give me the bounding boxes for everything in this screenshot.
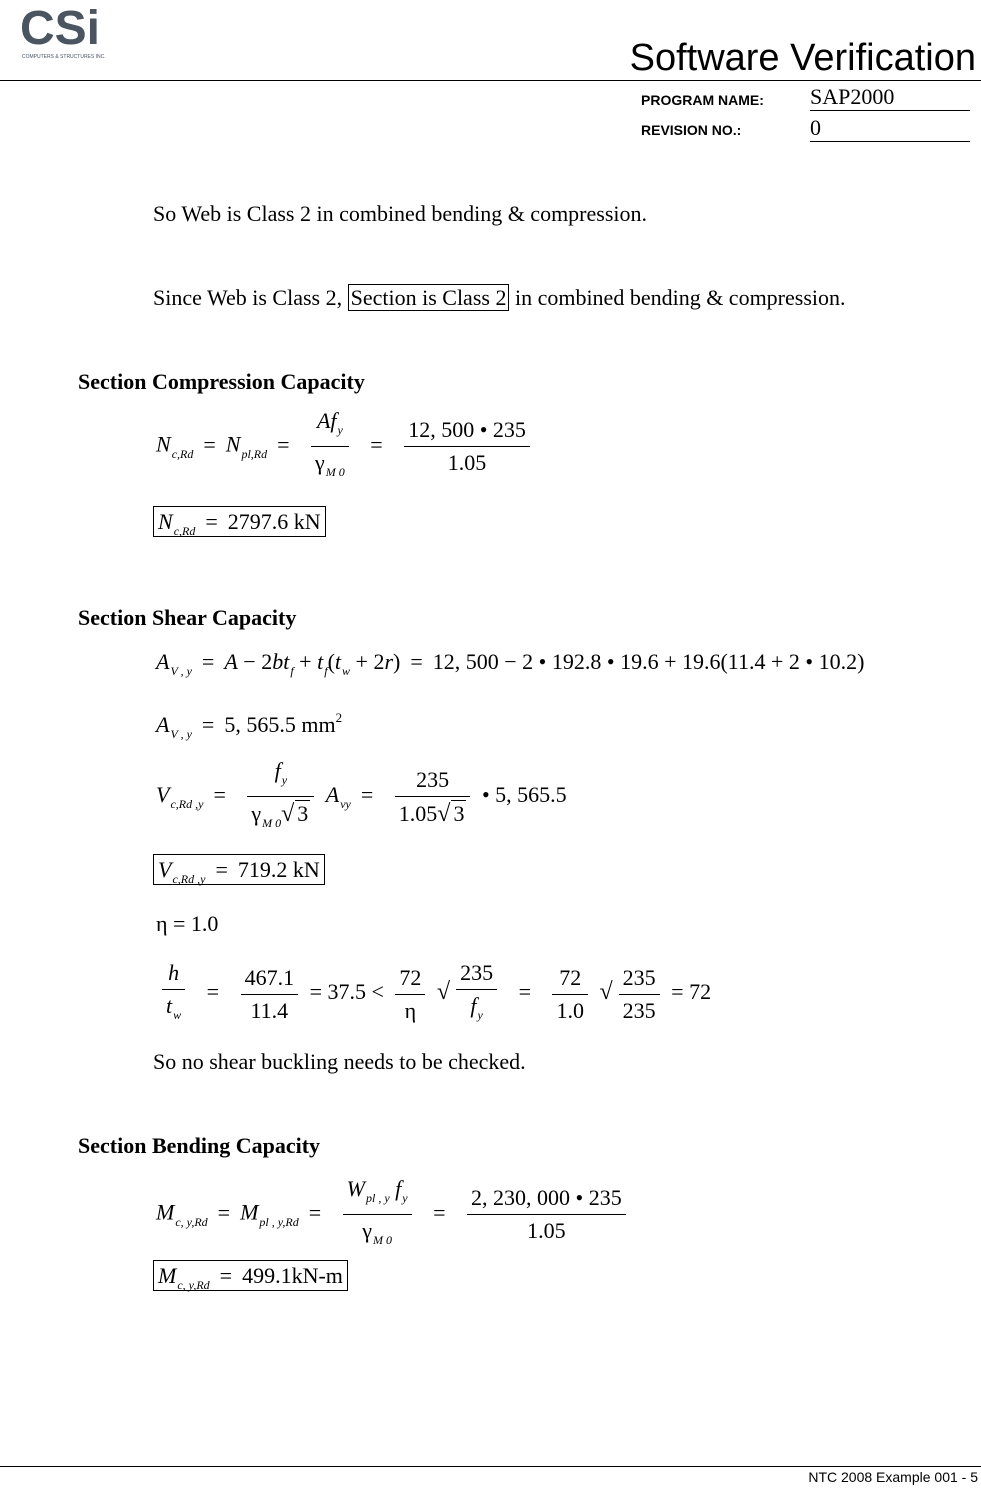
comp-denominator: 1.05 <box>447 450 487 475</box>
ht-num3: 235 <box>456 960 497 990</box>
compression-result: $N_{c,Rd} = 2797.6$ kN <box>153 508 326 545</box>
vrd-tail: • 5, 565.5 <box>481 782 567 808</box>
ht-num5: 235 <box>619 965 660 995</box>
page-footer: NTC 2008 Example 001 - 5 <box>808 1469 978 1485</box>
logo-subtext: COMPUTERS & STRUCTURES INC. <box>22 54 106 60</box>
compression-equation: $N_{c,Rd} = N_{pl,Rd}$ = $\frac{Af_y}{\gamma_{M 0}}$ = $\frac{12, 500 • 235}{1.05}$ <box>156 408 536 485</box>
slenderness-equation: $\frac{h}{t_w}$ = $\frac{467.1}{11.4}$ = 37.5 < $\frac{72}{\eta}$ √ $\frac{235}{f_y}$ = $\frac{72}{1.0}$ √ $\frac{235}{235}$ = 72 <box>156 960 711 1028</box>
shear-heading: Section Shear Capacity <box>78 605 297 630</box>
header-divider <box>0 80 981 81</box>
vrd-denominator: 1.05 <box>398 801 438 826</box>
ht-den5: 235 <box>622 997 656 1023</box>
shear-area-result: $A_{V , y} = 5$, 565.5 $mm^2$ <box>156 710 343 741</box>
shear-area-rhs: 12, 500 − 2 • 192.8 • 19.6 + 19.6(11.4 + 2 • 10.2) <box>432 649 865 674</box>
ht-den2: η <box>404 997 417 1023</box>
program-name-label: PROGRAM NAME: <box>641 92 764 108</box>
shear-area-value: 5, 565.5 mm <box>224 712 336 737</box>
section-class-boxed: Section is Class 2 <box>348 284 510 311</box>
footer-divider <box>0 1466 981 1467</box>
csi-logo <box>20 0 110 62</box>
ht-den1: 11.4 <box>250 997 289 1023</box>
shear-area-exponent: 2 <box>335 710 343 725</box>
bend-numerator: 2, 230, 000 • 235 <box>467 1185 626 1215</box>
comp-result-value: 2797.6 kN <box>227 509 321 534</box>
bend-denominator: 1.05 <box>527 1218 566 1243</box>
section-class-paragraph <box>153 284 846 312</box>
eta-equation: η = 1.0 <box>156 911 219 936</box>
vrd-denominator-root: 3 <box>453 801 465 826</box>
bending-result: $M_{c, y,Rd} = 499.1kN-m$ <box>153 1262 348 1299</box>
vrd-result-value: 719.2 kN <box>237 857 320 882</box>
shear-resistance-result: $V_{c,Rd ,y} = 719.2$ kN <box>153 856 325 893</box>
logo-text: CSi <box>20 2 101 55</box>
bend-result-value: 499.1kN-m <box>242 1263 343 1288</box>
revision-value: 0 <box>810 115 970 142</box>
compression-heading: Section Compression Capacity <box>78 369 365 394</box>
bending-heading: Section Bending Capacity <box>78 1133 321 1158</box>
bending-equation: $M_{c, y,Rd} = M_{pl , y,Rd}$ = $\frac{W_{pl , y} f_y}{\gamma_{M 0}}$ = $\frac{2, 230, 000 • 235}{1.05}$ <box>156 1176 632 1253</box>
web-class-paragraph: So Web is Class 2 in combined bending & compression. <box>153 201 648 226</box>
ht-end: = 72 <box>671 979 712 1005</box>
ht-num2: 72 <box>395 965 425 995</box>
shear-buckling-paragraph: So no shear buckling needs to be checked. <box>153 1049 526 1074</box>
ht-num1: 467.1 <box>241 965 299 995</box>
revision-label: REVISION NO.: <box>641 122 742 138</box>
shear-area-equation: $A_{V , y} = A - 2bt_f + t_f(t_w + 2r) = 12$, 500 − 2 • 192.8 • 19.6 + 19.6(11.4 + 2 • 10.2) <box>156 649 865 678</box>
document-title: Software Verification <box>629 37 976 79</box>
section-class-text-after: in combined bending & compression. <box>514 285 846 310</box>
section-class-text-before: Since Web is Class 2, <box>153 285 343 310</box>
comp-numerator: 12, 500 • 235 <box>404 417 530 447</box>
ht-mid: = 37.5 < <box>309 979 384 1005</box>
program-name-value: SAP2000 <box>810 84 970 111</box>
vrd-numerator: 235 <box>395 767 471 797</box>
shear-resistance-equation: $V_{c,Rd ,y}$ = $\frac{f_y}{\gamma_{M 0}√ 3}$ $A_{vy}$ = $\frac{235}{1.05√ 3}$ • 5, 565.5 <box>156 758 567 830</box>
ht-num4: 72 <box>552 965 588 995</box>
ht-den4: 1.0 <box>556 997 584 1023</box>
